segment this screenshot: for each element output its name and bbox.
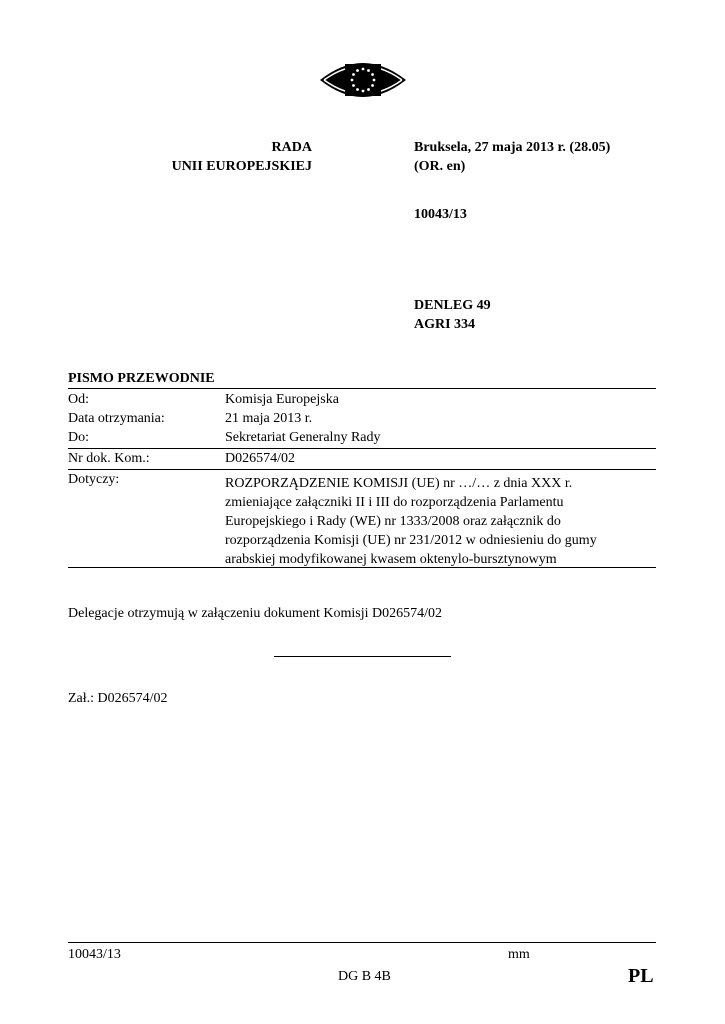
council-name-line1: RADA	[271, 140, 312, 155]
from-value: Komisja Europejska	[225, 392, 339, 407]
council-name-line2: UNII EUROPEJSKIEJ	[171, 159, 312, 174]
divider	[68, 469, 656, 470]
received-date-label: Data otrzymania:	[68, 411, 165, 426]
subject-line: zmieniające załączniki II i III do rozporządzenia Parlamentu	[225, 495, 564, 510]
subject-line: ROZPORZĄDZENIE KOMISJI (UE) nr …/… z dnia XXX r.	[225, 476, 573, 491]
subject-line: rozporządzenia Komisji (UE) nr 231/2012 w odniesieniu do gumy	[225, 533, 597, 548]
commission-doc-value: D026574/02	[225, 451, 295, 466]
star-icon	[356, 88, 359, 91]
star-icon	[371, 73, 374, 76]
footer-divider	[68, 942, 656, 943]
eu-council-emblem-icon	[318, 56, 408, 104]
commission-doc-label: Nr dok. Kom.:	[68, 451, 150, 466]
star-icon	[352, 84, 355, 87]
subject-label: Dotyczy:	[68, 472, 120, 487]
document-number: 10043/13	[414, 207, 467, 222]
footer-language-code: PL	[628, 965, 654, 987]
code-denleg: DENLEG 49	[414, 298, 491, 313]
footer-department: DG B 4B	[338, 969, 391, 984]
footer-doc-number: 10043/13	[68, 947, 121, 962]
star-icon	[356, 69, 359, 72]
to-label: Do:	[68, 430, 89, 445]
from-label: Od:	[68, 392, 89, 407]
attachment-ref: Zał.: D026574/02	[68, 691, 168, 706]
received-date-value: 21 maja 2013 r.	[225, 411, 313, 426]
star-icon	[367, 69, 370, 72]
star-icon	[351, 79, 354, 82]
divider	[68, 388, 656, 389]
divider	[68, 448, 656, 449]
footer-initials: mm	[508, 947, 530, 962]
star-icon	[362, 68, 365, 71]
divider	[68, 567, 656, 568]
subject-line: Europejskiego i Rady (WE) nr 1333/2008 oraz załącznik do	[225, 514, 561, 529]
star-icon	[352, 73, 355, 76]
star-icon	[371, 84, 374, 87]
code-agri: AGRI 334	[414, 317, 476, 332]
star-icon	[367, 88, 370, 91]
to-value: Sekretariat Generalny Rady	[225, 430, 381, 445]
star-icon	[373, 79, 376, 82]
subject-line: arabskiej modyfikowanej kwasem oktenylo-bursztynowym	[225, 552, 557, 567]
date-line: Bruksela, 27 maja 2013 r. (28.05)	[414, 140, 611, 155]
subject-text	[225, 474, 645, 569]
letter-title: PISMO PRZEWODNIE	[68, 371, 215, 386]
council-logo	[318, 56, 408, 104]
original-language: (OR. en)	[414, 159, 466, 174]
signature-line	[274, 656, 451, 657]
body-text: Delegacje otrzymują w załączeniu dokument Komisji D026574/02	[68, 606, 443, 621]
star-icon	[362, 90, 365, 93]
